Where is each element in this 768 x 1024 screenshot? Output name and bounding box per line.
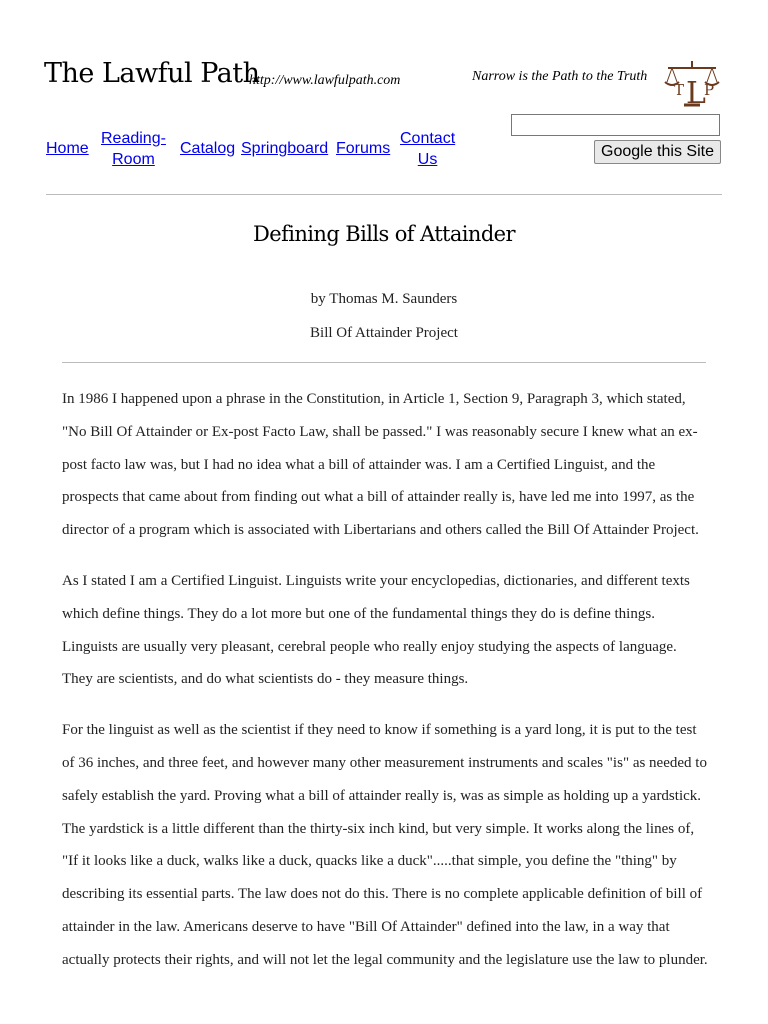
- nav-link-contact-us-line2: Us: [417, 151, 438, 168]
- nav-link-forums[interactable]: [336, 138, 390, 159]
- nav-link-home-label: Home: [46, 140, 89, 157]
- nav-link-reading-room-line2: Room: [112, 151, 155, 168]
- article-project: Bill Of Attainder Project: [310, 325, 458, 341]
- article-byline: by Thomas M. Saunders: [310, 291, 458, 307]
- scales-of-justice-icon[interactable]: [662, 58, 722, 108]
- site-header: [0, 0, 768, 200]
- site-url: http://www.lawfulpath.com: [249, 73, 401, 88]
- article-paragraph: As I stated I am a Certified Linguist. Linguists write your encyclopedias, dictionaries, and different texts which define things. They do a lot more but one of the fundamental things they do is define things. Linguists are usually very pleasant, cerebral people who really enjoy studying the aspects of language. They are scientists, and do what scientists do - they measure things.: [62, 572, 690, 688]
- nav-link-springboard-label: Springboard: [241, 140, 329, 157]
- article-paragraph: For the linguist as well as the scientist if they need to know if something is a yard long, it is put to the test of 36 inches, and three feet, and however many other measurement instruments and scales "is" as needed to safely establish the yard. Proving what a bill of attainder really is, was as simple as holding up a yardstick. The yardstick is a little different than the thirty-six inch kind, but very simple. It works along the lines of, "If it looks like a duck, walks like a duck, quacks like a duck".....that simple, you define the "thing" by describing its essential parts. The law does not do this. There is no complete applicable definition of bill of attainder in the law. Americans deserve to have "Bill Of Attainder" defined into the law, in a way that actually protects their rights, and will not let the legal community and the legislature use the law to plunder.: [62, 722, 708, 968]
- nav-link-contact-us-line1: Contact: [400, 130, 456, 147]
- nav-link-home[interactable]: [46, 138, 89, 159]
- article-divider: [62, 362, 706, 363]
- logo-letter-l: L: [686, 76, 706, 108]
- site-motto: Narrow is the Path to the Truth: [472, 69, 648, 84]
- nav-link-reading-room-line1: Reading-: [101, 130, 166, 147]
- search-input[interactable]: [511, 114, 720, 136]
- nav-link-catalog[interactable]: [180, 138, 235, 159]
- logo-letter-p: P: [704, 81, 715, 99]
- google-search-button[interactable]: Google this Site: [594, 140, 721, 164]
- article-paragraph: In 1986 I happened upon a phrase in the Constitution, in Article 1, Section 9, Paragraph 3, which stated, "No Bill Of Attainder or Ex-post Facto Law, shall be passed." I was reasonably secure I knew what an ex-post facto law was, but I had no idea what a bill of attainder was. I am a Certified Linguist, and the prospects that came about from finding out what a bill of attainder really is, have led me into 1997, as the director of a program which is associated with Libertarians and others called the Bill Of Attainder Project.: [62, 391, 699, 539]
- nav-link-contact-us[interactable]: [400, 128, 455, 170]
- header-divider: [46, 194, 722, 195]
- nav-link-reading-room[interactable]: [101, 128, 166, 170]
- article-body: [62, 383, 710, 995]
- logo-letter-t: T: [674, 81, 685, 99]
- article-title: Defining Bills of Attainder: [253, 222, 515, 246]
- site-title[interactable]: The Lawful Path: [44, 58, 260, 89]
- nav-link-forums-label: Forums: [336, 140, 391, 157]
- nav-link-springboard[interactable]: [241, 138, 328, 159]
- nav-link-catalog-label: Catalog: [180, 140, 236, 157]
